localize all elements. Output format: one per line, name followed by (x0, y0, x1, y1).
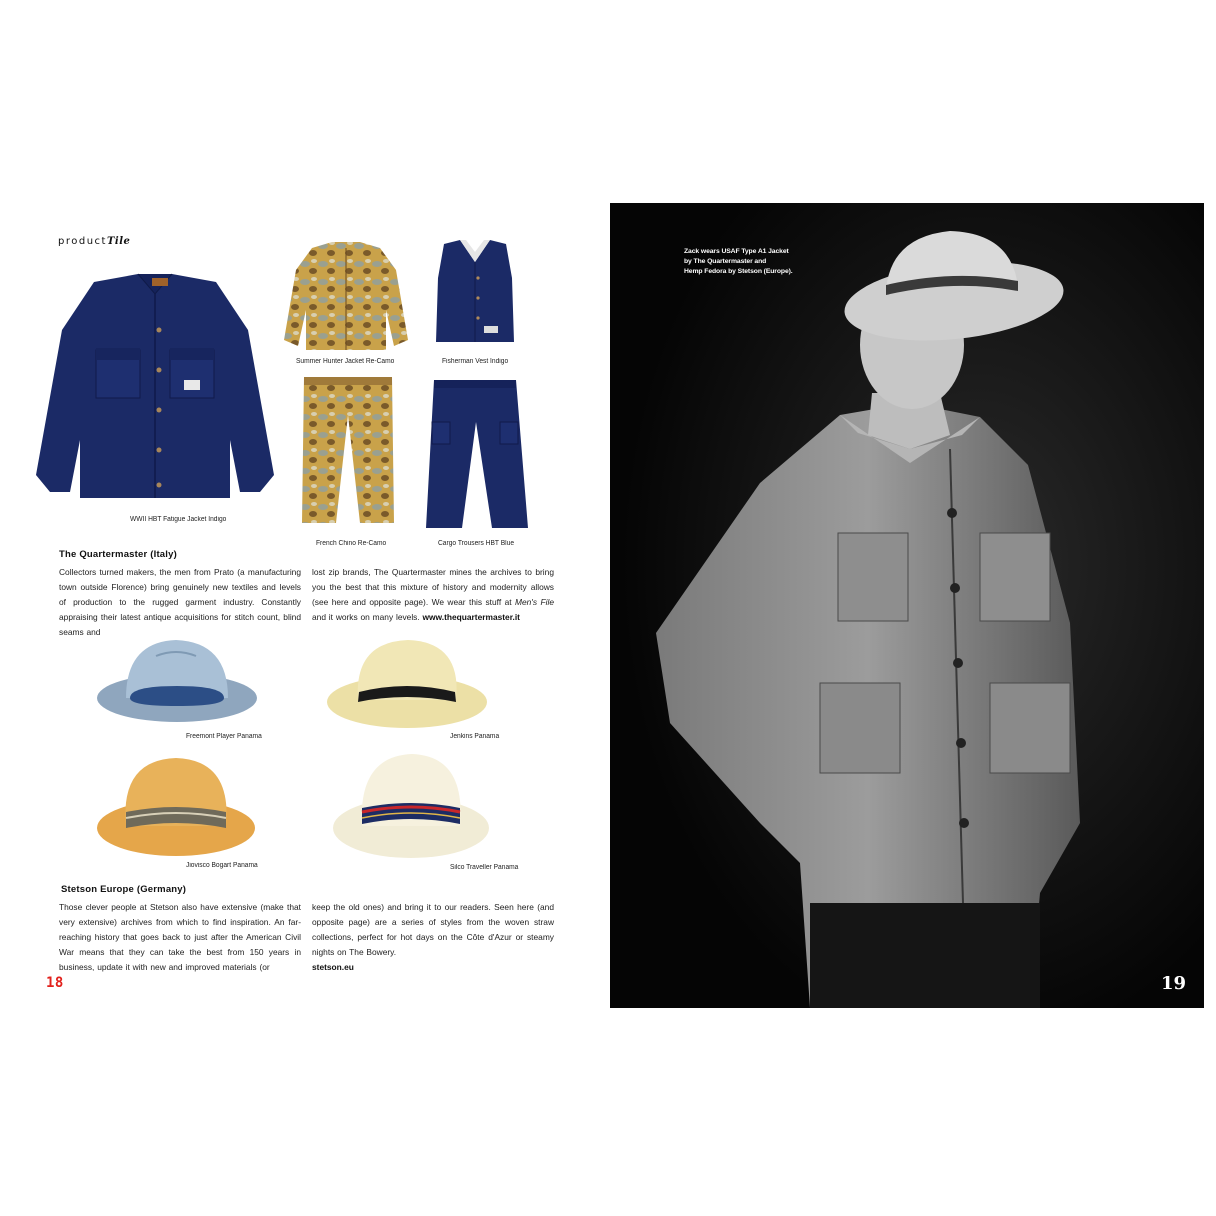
caption-fatigue-jacket: WWII HBT Fatigue Jacket Indigo (130, 516, 227, 523)
stetson-body-col2-text: keep the old ones) and bring it to our readers. Seen here (and opposite page) are a series of styles from the woven straw collections, perfect for hot days on the Côte d'Azur or steamy nights on The Bowery. (312, 902, 554, 957)
product-image-french-chino (300, 375, 396, 525)
photo-caption-line: Hemp Fedora by Stetson (Europe). (684, 268, 793, 275)
stetson-url[interactable]: stetson.eu (312, 962, 354, 972)
caption-jenkins: Jenkins Panama (450, 733, 500, 740)
hat-image-jiovisco-bogart (96, 754, 256, 858)
photo-caption-line: by The Quartermaster and (684, 258, 767, 265)
quartermaster-body-col2-b: and it works on many levels. (312, 612, 423, 622)
caption-cargo-trousers: Cargo Trousers HBT Blue (438, 540, 515, 547)
caption-freemont: Freemont Player Panama (186, 733, 262, 740)
section-label-italic: Tile (106, 236, 131, 247)
hat-image-freemont (96, 634, 258, 726)
quartermaster-body-col2 (312, 565, 554, 625)
product-image-fatigue-jacket (34, 270, 276, 502)
quartermaster-body-col2-a: lost zip brands, The Quartermaster mines the archives to bring you the best that this mixture of history and modernity allows (see here and opposite page). We wear this stuff at (312, 567, 554, 607)
caption-jiovisco-bogart: Jiovisco Bogart Panama (186, 862, 258, 869)
caption-silco-traveller: Silco Traveller Panama (450, 864, 519, 871)
product-image-summer-hunter-jacket (282, 240, 410, 352)
caption-summer-hunter-jacket: Summer Hunter Jacket Re-Camo (296, 358, 395, 365)
quartermaster-url[interactable]: www.thequartermaster.it (422, 612, 520, 622)
page-number-right: 19 (1160, 973, 1186, 994)
product-image-cargo-trousers (424, 378, 530, 530)
page-number-left: 18 (46, 975, 64, 991)
hat-image-silco-traveller (332, 750, 490, 860)
hat-image-jenkins (326, 636, 488, 730)
editorial-photo (610, 203, 1204, 1008)
section-label (58, 236, 130, 247)
photo-caption-line: Zack wears USAF Type A1 Jacket (684, 248, 789, 255)
caption-fisherman-vest: Fisherman Vest Indigo (442, 358, 509, 365)
quartermaster-heading: The Quartermaster (Italy) (59, 549, 177, 560)
stetson-body-col2 (312, 900, 554, 975)
stetson-heading: Stetson Europe (Germany) (61, 884, 187, 895)
stetson-body-col1: Those clever people at Stetson also have extensive (make that very extensive) archives from which to find inspiration. An far-reaching history that goes back to just after the American Civil War means that they can take the best from 150 years in business, update it with new and improved materials (or (59, 902, 301, 972)
photo-caption (684, 247, 793, 277)
caption-french-chino: French Chino Re-Camo (316, 540, 387, 547)
left-page (0, 0, 600, 1216)
quartermaster-body-col1: Collectors turned makers, the men from Prato (a manufacturing town outside Florence) bring genuinely new textiles and levels of production to the rugged garment industry. Constantly appraising their latest antique acquisitions for stitch count, blind seams and (59, 567, 301, 637)
section-label-prefix: product (58, 236, 107, 247)
product-image-fisherman-vest (434, 238, 516, 348)
model-photo-illustration (610, 203, 1204, 1008)
mens-file-italic: Men's File (515, 597, 555, 607)
